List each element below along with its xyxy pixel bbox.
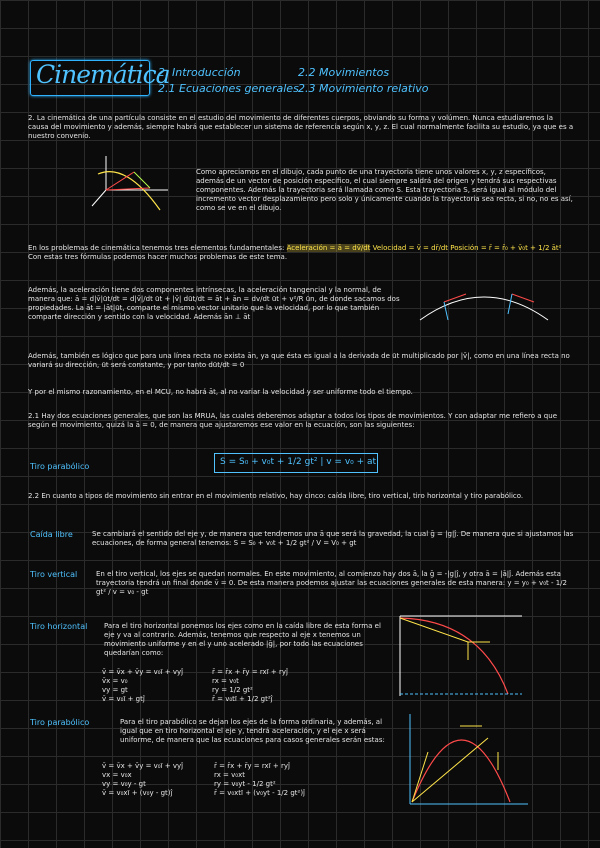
toc-item-movimientos: 2.2 Movimientos xyxy=(298,66,390,79)
eq-line: v̄ = v̄x + v̄y = v₀ī + vyĵ xyxy=(102,762,184,770)
eq-line: rx = v₀xt xyxy=(214,771,245,779)
elements-paragraph xyxy=(28,244,574,262)
tiro-vertical-label: Tiro vertical xyxy=(30,570,78,579)
eq-line: vx = v₀x xyxy=(102,771,132,779)
eq-line: r̄ = r̄x + r̄y = rxī + ryĵ xyxy=(214,762,290,770)
eq-line: r̄ = v₀tī + 1/2 gt²ĵ xyxy=(212,695,273,703)
general-equations-paragraph: 2.1 Hay dos ecuaciones generales, que son las MRUA, las cuales deberemos adaptar a todos los tipos de movimientos. Y con adaptar me refiero a que según el movimiento, quizá la ā = 0, de manera que ajustaremos ese valor en la ecuación, son las siguientes: xyxy=(28,412,557,429)
tiro-horizontal-label: Tiro horizontal xyxy=(30,622,88,631)
accel-components-paragraph: Además, la aceleración tiene dos componentes intrínsecas, la aceleración tangencial y la normal, de manera que: ā = d|v̄|ūt/dt = d|v̄|/dt ūt + |v̄| dūt/dt = āt + ān = dv/dt ūt + v²/R ūn, de donde sacamos dos propiedades. La āt = |āt|ūt, comparte el mismo vector unitario que la velocidad, por lo que también comparte dirección y sentido con la velocidad. Además ān ⊥ āt xyxy=(28,286,400,321)
parabolic-throw-diagram xyxy=(398,708,534,814)
position-formula: Posición = r̄ = r̄₀ + v̄₀t + 1/2 āt² xyxy=(450,244,562,252)
velocity-formula: Velocidad = v̄ = dr̄/dt xyxy=(372,244,449,252)
eq-line: ry = 1/2 gt² xyxy=(212,686,253,694)
movements-paragraph: 2.2 En cuanto a tipos de movimiento sin entrar en el movimiento relativo, hay cinco: caída libre, tiro vertical, tiro horizontal y tiro parabólico. xyxy=(28,492,524,500)
elements-tail: Con estas tres fórmulas podemos hacer muchos problemas de este tema. xyxy=(28,253,288,261)
toc-item-relativo: 2.3 Movimiento relativo xyxy=(298,82,429,95)
eq-line: vy = gt xyxy=(102,686,128,694)
page-title: Cinemática xyxy=(36,60,170,89)
tiro-vertical-text: En el tiro vertical, los ejes se quedan normales. En este movimiento, al comienzo hay dos ā, la ḡ = -|g|ĵ, y otra ā = |ā|ĵ. Además esta trayectoria tendrá un final donde v̄ = 0. De esta manera podemos ajustar las ecuaciones generales de esta manera: y = y₀ + v₀t - 1/2 gt² / v = v₀ - gt xyxy=(96,570,567,596)
elements-intro: En los problemas de cinemática tenemos tres elementos fundamentales: xyxy=(28,244,285,252)
horizontal-throw-diagram xyxy=(390,606,530,702)
trajectory-diagram xyxy=(86,152,182,216)
acceleration-formula: Aceleración = ā = dv̄/dt xyxy=(286,244,371,252)
general-formula: S = S₀ + v₀t + 1/2 gt² | v = v₀ + at xyxy=(220,457,377,467)
mcu-paragraph: Y por el mismo razonamiento, en el MCU, no habrá āt, al no variar la velocidad y ser uniforme todo el tiempo. xyxy=(28,388,413,396)
eq-line: v̄ = v̄x + v̄y = v₀ī + vyĵ xyxy=(102,668,184,676)
horizontal-velocity-equations xyxy=(102,668,212,704)
toc-item-introduccion: 2. Introducción xyxy=(158,66,241,79)
parabolic-position-equations xyxy=(214,762,384,798)
eq-line: r̄ = r̄x + r̄y = rxī + ryĵ xyxy=(212,668,288,676)
parabolic-velocity-equations xyxy=(102,762,210,798)
eq-line: v̄ = v₀ī + gtĵ xyxy=(102,695,145,703)
tiro-parabolico-label: Tiro parabólico xyxy=(30,718,90,727)
curved-trajectory-diagram xyxy=(416,280,552,326)
trajectory-paragraph: Como apreciamos en el dibujo, cada punto de una trayectoria tiene unos valores x, y, z específicos, además de un vector de posición específico, el cual siempre saldrá del origen y tendrá sus respectivas componentes. Además la trayectoria será llamada como S. Esta trayectoria S, será igual al módulo del incremento vector desplazamiento pero solo y únicamente cuando la trayectoria sea recta, si no, no es así, como se ve en el dibujo. xyxy=(196,168,573,212)
eq-line: ry = v₀yt - 1/2 gt² xyxy=(214,780,276,788)
horizontal-position-equations xyxy=(212,668,342,704)
eq-line: rx = v₀t xyxy=(212,677,239,685)
eq-line: r̄ = v₀xtī + (v₀yt - 1/2 gt²)ĵ xyxy=(214,789,305,797)
tiro-horizontal-text: Para el tiro horizontal ponemos los ejes como en la caída libre de esta forma el eje y va al contrario. Además, tenemos que respecto al eje x tenemos un movimiento uniforme y en el y uno acelerado |ḡ|, por todo las ecuaciones quedarían como: xyxy=(104,622,381,657)
eq-line: v̄ = v₀xī + (v₀y - gt)ĵ xyxy=(102,789,173,797)
straight-line-paragraph: Además, también es lógico que para una línea recta no exista ān, ya que ésta es igual a la derivada de ūt multiplicado por |v̄|, como en una línea recta no variará su dirección, ūt será constante, y por tanto dūt/dt = 0 xyxy=(28,352,570,369)
toc-item-ecuaciones: 2.1 Ecuaciones generales xyxy=(158,82,299,95)
eq-line: v̄x = v₀ xyxy=(102,677,128,685)
tiro-parabolico-label-top: Tiro parabólico xyxy=(30,462,90,471)
eq-line: vy = v₀y - gt xyxy=(102,780,146,788)
intro-paragraph: 2. La cinemática de una partícula consiste en el estudio del movimiento de diferentes cuerpos, obviando su forma y volúmen. Nunca estudiaremos la causa del movimiento y además, siempre habrá que establecer un sistema de referencia según x, y, z. El cual normalmente facilita su estudio, ya que es a nuestro convenio. xyxy=(28,114,574,140)
tiro-parabolico-text: Para el tiro parabólico se dejan los ejes de la forma ordinaria, y además, al igual que en tiro horizontal el eje y, tendrá aceleración, y el eje x será uniforme, de manera que las ecuaciones para casos generales serán estas: xyxy=(120,718,385,744)
caida-libre-label: Caída libre xyxy=(30,530,73,539)
caida-libre-text: Se cambiará el sentido del eje y, de manera que tendremos una ā que será la gravedad, la cual ḡ = |g|ĵ. De manera que si ajustamos las ecuaciones, de forma general tenemos: S = S₀ + v₀t + 1/2 gt² / V = V₀ + gt xyxy=(92,530,574,547)
